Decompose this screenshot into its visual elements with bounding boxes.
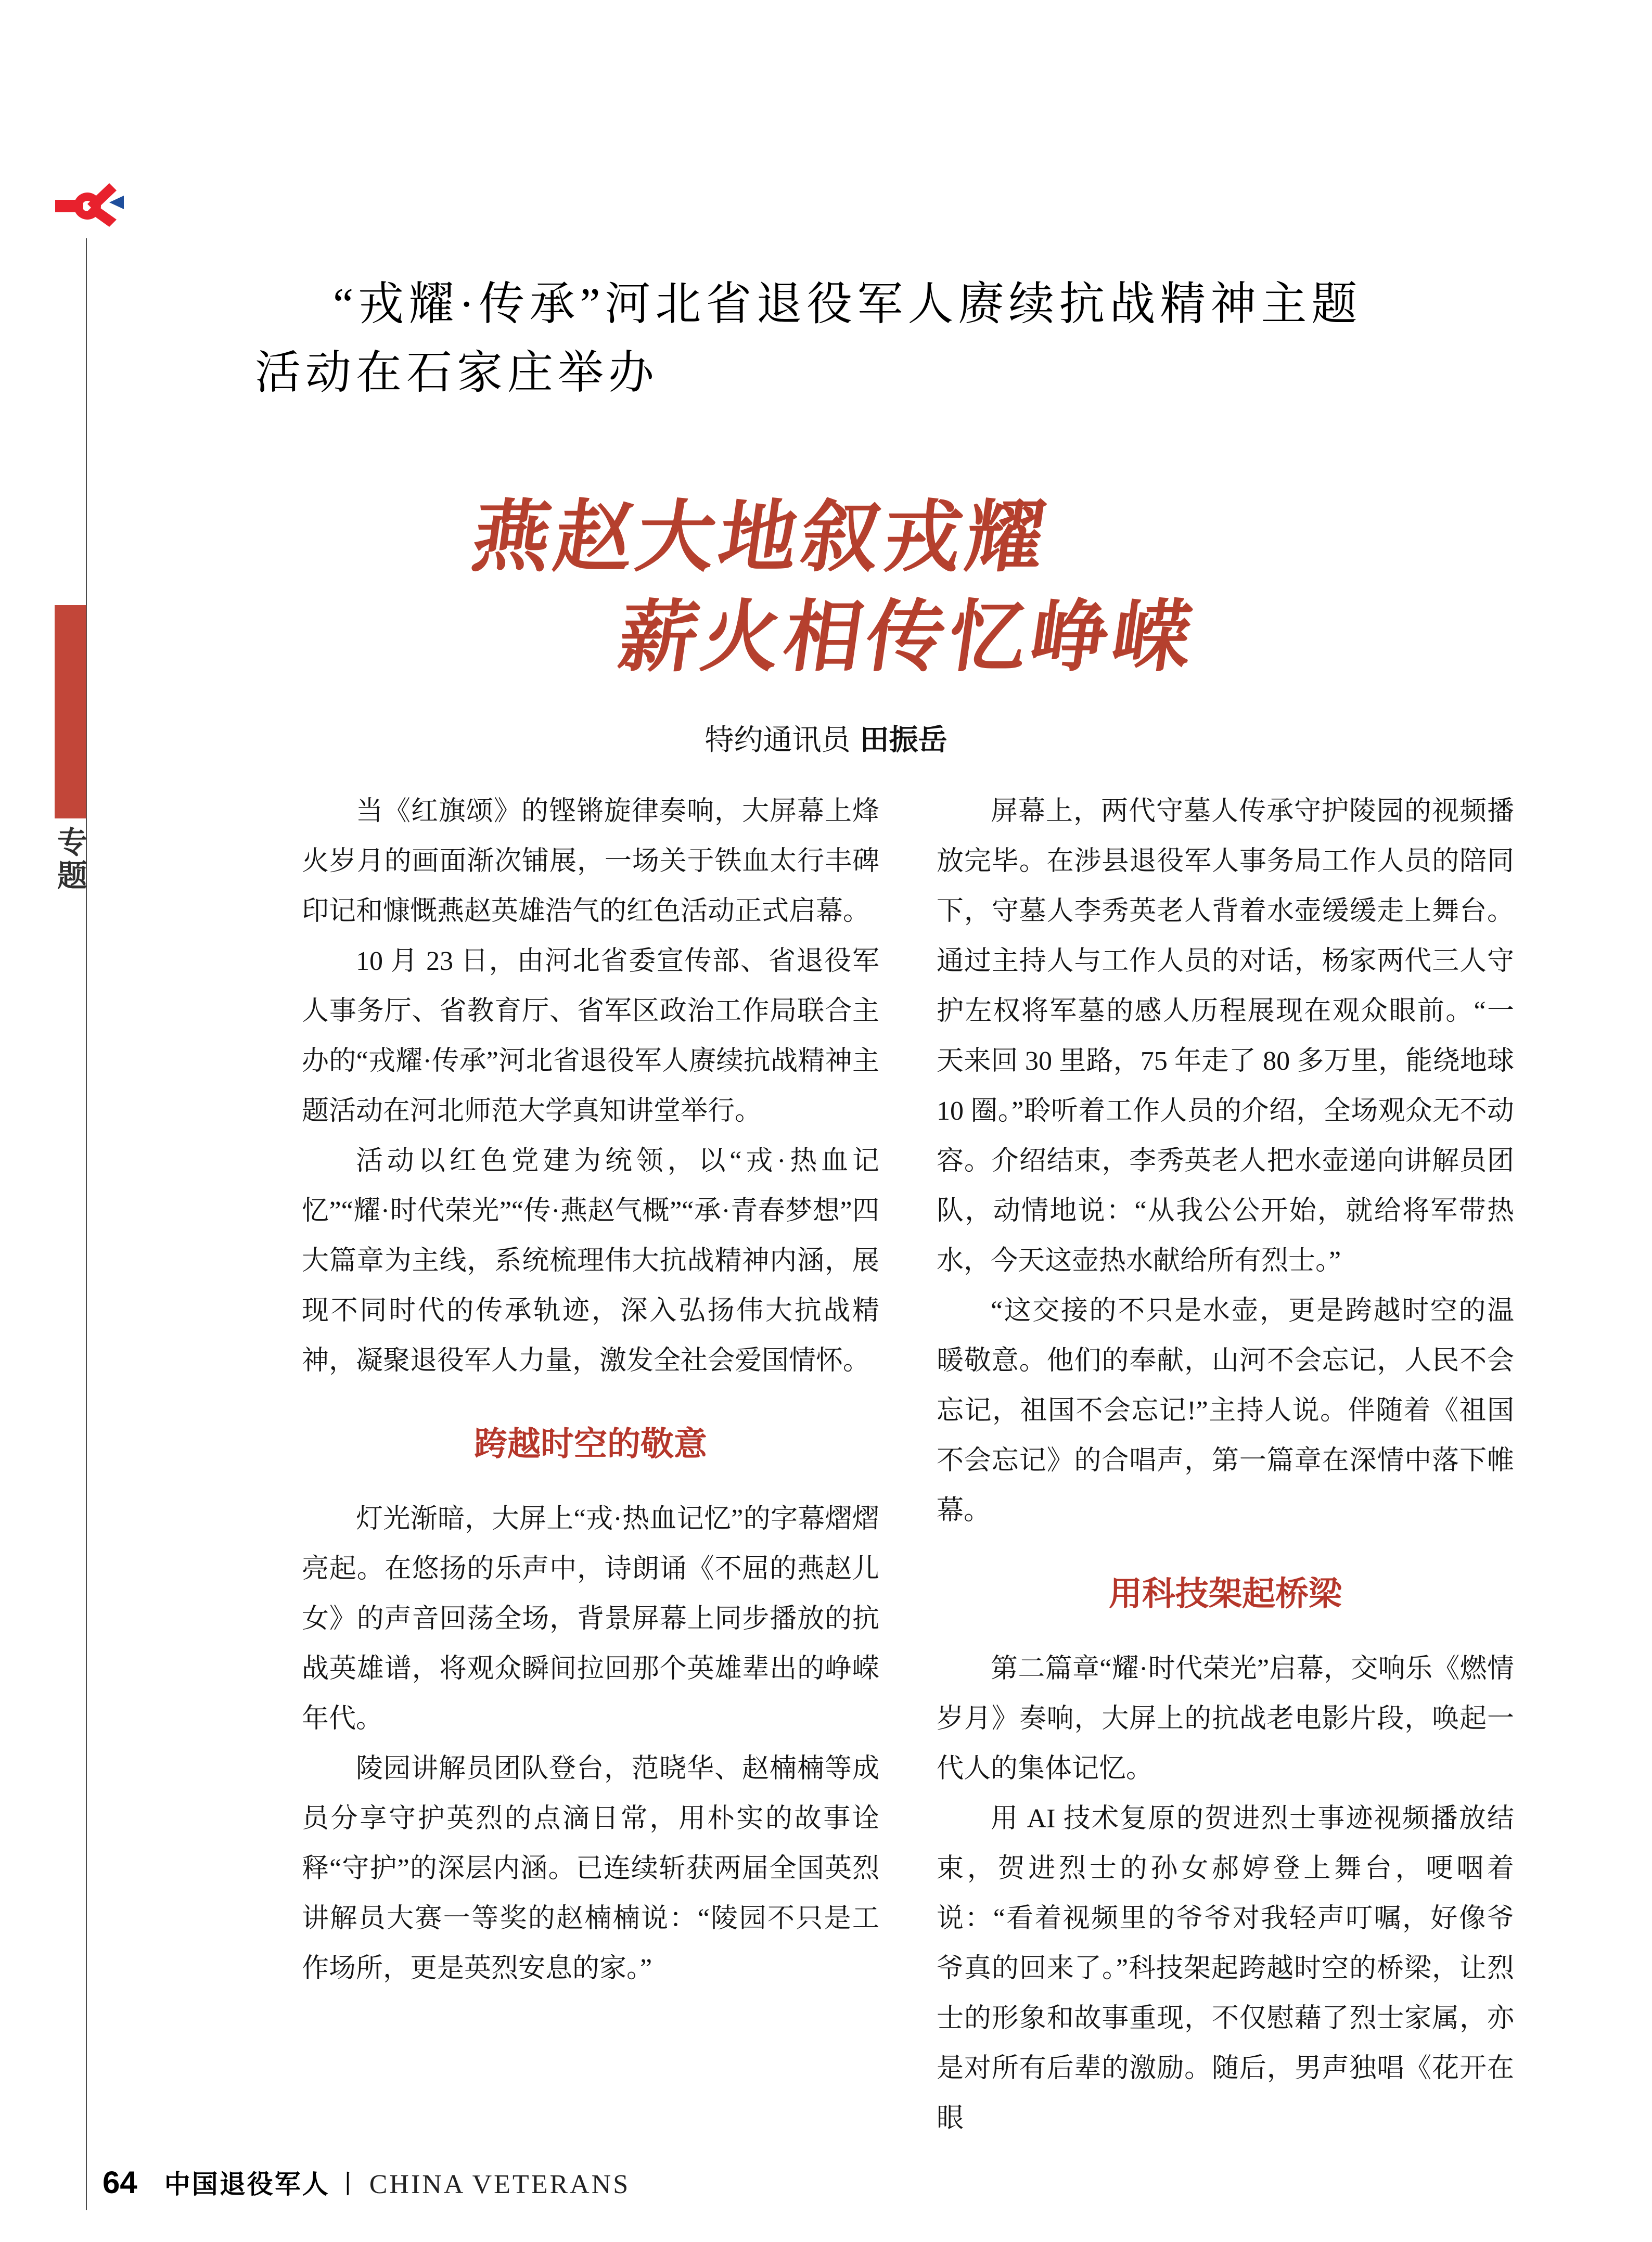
article-body (302, 787, 1514, 2144)
paragraph: 屏幕上，两代守墓人传承守护陵园的视频播放完毕。在涉县退役军人事务局工作人员的陪同下，守墓人李秀英老人背着水壶缓缓走上舞台。通过主持人与工作人员的对话，杨家两代三人守护左权将军墓的感人历程展现在观众眼前。“一天来回 30 里路，75 年走了 80 多万里，能绕地球 10 圈。”聆听着工作人员的介绍，全场观众无不动容。介绍结束，李秀英老人把水壶递向讲解员团队，动情地说：“从我公公开始，就给将军带热水，今天这壶热水献给所有烈士。” (937, 797, 1514, 1276)
paragraph: 用 AI 技术复原的贺进烈士事迹视频播放结束，贺进烈士的孙女郝婷登上舞台，哽咽着说：“看着视频里的爷爷对我轻声叮嘱，好像爷爷真的回来了。”科技架起跨越时空的桥梁，让烈士的形象和故事重现，不仅慰藉了烈士家属，亦是对所有后辈的激励。随后，男声独唱《花开在眼 (937, 1804, 1514, 2133)
china-veterans-bugle-logo-icon (55, 181, 124, 231)
footer-separator: 丨 (335, 2170, 361, 2199)
paragraph: 灯光渐暗，大屏上“戎·热血记忆”的字幕熠熠亮起。在悠扬的乐声中，诗朗诵《不屈的燕赵儿女》的声音回荡全场，背景屏幕上同步播放的抗战英雄谱，将观众瞬间拉回那个英雄辈出的峥嵘年代。 (302, 1504, 879, 1734)
byline (0, 717, 1652, 759)
paragraph: 第二篇章“耀·时代荣光”启幕，交响乐《燃情岁月》奏响，大屏上的抗战老电影片段，唤起一代人的集体记忆。 (937, 1654, 1514, 1784)
main-title-line-2: 薪火相传忆峥嵘 (613, 595, 1202, 681)
section-heading: 跨越时空的敬意 (474, 1426, 707, 1463)
right-column (937, 787, 1514, 2144)
paragraph: “这交接的不只是水壶，更是跨越时空的温暖敬意。他们的奉献，山河不会忘记，人民不会忘记，祖国不会忘记!”主持人说。伴随着《祖国不会忘记》的合唱声，第一篇章在深情中落下帷幕。 (937, 1296, 1514, 1526)
magazine-title-cn: 中国退役军人 (164, 2170, 330, 2199)
left-column (302, 787, 879, 2144)
paragraph: 当《红旗颂》的铿锵旋律奏响，大屏幕上烽火岁月的画面渐次铺展，一场关于铁血太行丰碑印记和慷慨燕赵英雄浩气的红色活动正式启幕。 (302, 797, 879, 926)
main-title (0, 488, 1652, 688)
page-number: 64 (103, 2165, 137, 2200)
main-title-line-1: 燕赵大地叙戎耀 (466, 495, 1055, 581)
magazine-title-en: CHINA VETERANS (369, 2170, 631, 2199)
kicker-line-1: “戎耀·传承”河北省退役军人赓续抗战精神主题 (333, 279, 1362, 330)
section-heading: 用科技架起桥梁 (1109, 1575, 1342, 1612)
byline-role: 特约通讯员 (705, 723, 851, 756)
kicker-line-2: 活动在石家庄举办 (255, 348, 659, 399)
byline-author-name: 田振岳 (860, 723, 947, 756)
paragraph: 10 月 23 日，由河北省委宣传部、省退役军人事务厅、省教育厅、省军区政治工作局联合主办的“戎耀·传承”河北省退役军人赓续抗战精神主题活动在河北师范大学真知讲堂举行。 (302, 946, 879, 1126)
sidebar-section-label: 专题 (53, 826, 86, 893)
page-footer (103, 2163, 630, 2201)
paragraph: 陵园讲解员团队登台，范晓华、赵楠楠等成员分享守护英烈的点滴日常，用朴实的故事诠释“守护”的深层内涵。已连续斩获两届全国英烈讲解员大赛一等奖的赵楠楠说：“陵园不只是工作场所，更是英烈安息的家。” (302, 1754, 879, 1983)
kicker-headline (255, 271, 1540, 408)
paragraph: 活动以红色党建为统领，以“戎·热血记忆”“耀·时代荣光”“传·燕赵气概”“承·青春梦想”四大篇章为主线，系统梳理伟大抗战精神内涵，展现不同时代的传承轨迹，深入弘扬伟大抗战精神，凝聚退役军人力量，激发全社会爱国情怀。 (302, 1146, 879, 1376)
